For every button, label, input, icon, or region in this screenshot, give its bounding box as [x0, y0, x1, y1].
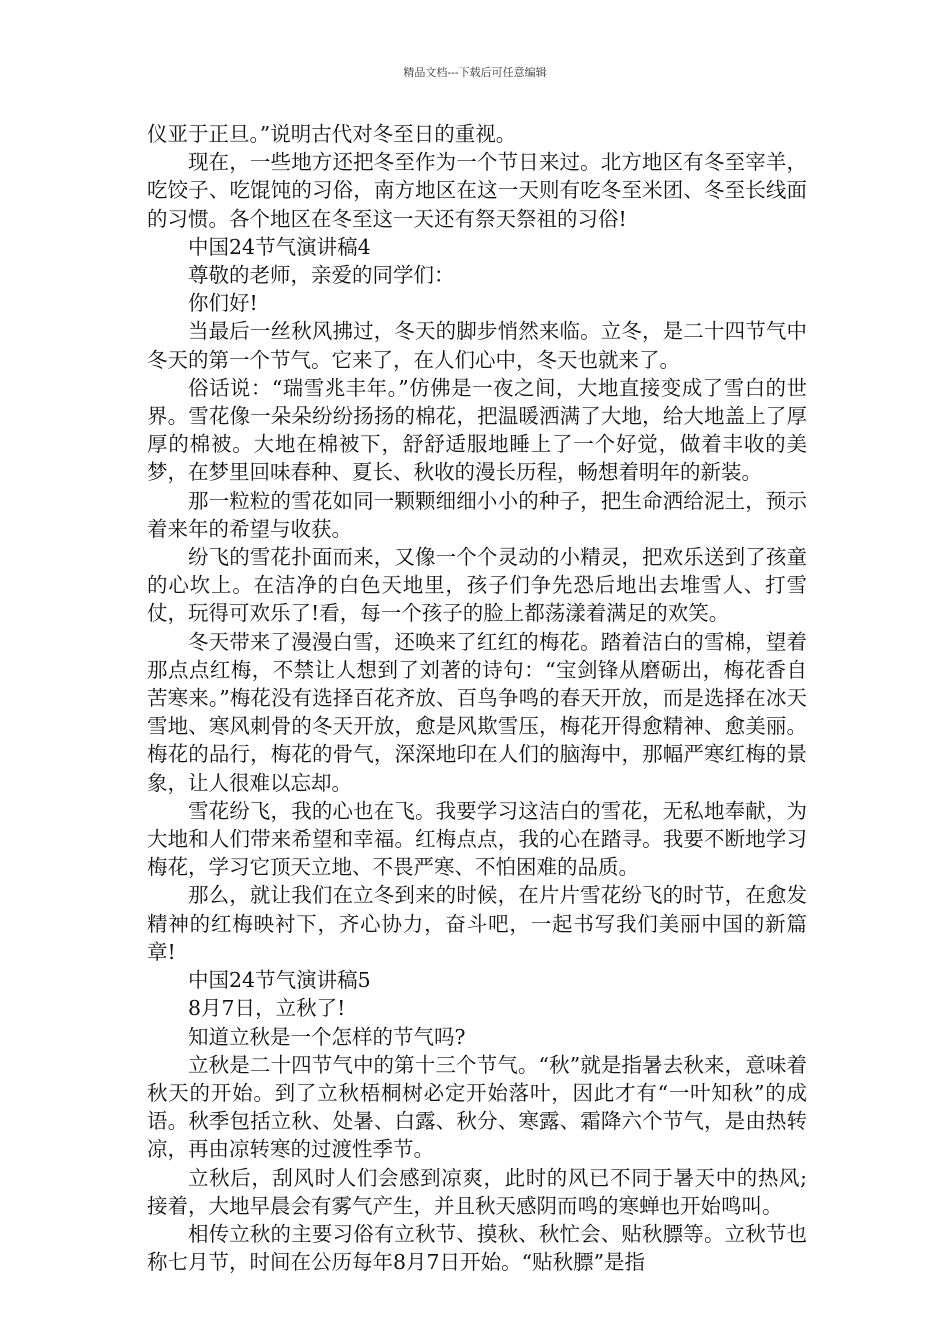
paragraph: 相传立秋的主要习俗有立秋节、摸秋、秋忙会、贴秋膘等。立秋节也称七月节，时间在公历每年8月7日开始。“贴秋膘”是指 — [147, 1221, 807, 1275]
paragraph: 冬天带来了漫漫白雪，还唤来了红红的梅花。踏着洁白的雪棉，望着那点点红梅，不禁让人想到了刘著的诗句：“宝剑锋从磨砺出，梅花香自苦寒来。”梅花没有选择百花齐放、百鸟争鸣的春天开放，而是选择在冰天雪地、寒风刺骨的冬天开放，愈是风欺雪压，梅花开得愈精神、愈美丽。梅花的品行，梅花的骨气，深深地印在人们的脑海中，那幅严寒红梅的景象，让人很难以忘却。 — [147, 629, 807, 795]
page-header: 精品文档---下载后可任意编辑 — [403, 66, 547, 79]
paragraph: 雪花纷飞，我的心也在飞。我要学习这洁白的雪花，无私地奉献，为大地和人们带来希望和幸福。红梅点点，我的心在踏寻。我要不断地学习梅花，学习它顶天立地、不畏严寒、不怕困难的品质。 — [147, 798, 807, 880]
paragraph: 那么，就让我们在立冬到来的时候，在片片雪花纷飞的时节，在愈发精神的红梅映衬下，齐心协力，奋斗吧，一起书写我们美丽中国的新篇章! — [147, 883, 807, 964]
paragraph: 立秋是二十四节气中的第十三个节气。“秋”就是指暑去秋来，意味着秋天的开始。到了立秋梧桐树必定开始落叶，因此才有“一叶知秋”的成语。秋季包括立秋、处暑、白露、秋分、寒露、霜降六个节气，是由热转凉，再由凉转寒的过渡性季节。 — [147, 1052, 807, 1162]
paragraph: 现在，一些地方还把冬至作为一个节日来过。北方地区有冬至宰羊，吃饺子、吃馄饨的习俗，南方地区在这一天则有吃冬至米团、冬至长线面的习惯。各个地区在冬至这一天还有祭天祭祖的习俗! — [147, 150, 807, 231]
paragraph: 俗话说：“瑞雪兆丰年。”仿佛是一夜之间，大地直接变成了雪白的世界。雪花像一朵朵纷纷扬扬的棉花，把温暖洒满了大地，给大地盖上了厚厚的棉被。大地在棉被下，舒舒适服地睡上了一个好觉，做着丰收的美梦，在梦里回味春种、夏长、秋收的漫长历程，畅想着明年的新装。 — [147, 375, 807, 485]
paragraph: 立秋后，刮风时人们会感到凉爽，此时的风已不同于暑天中的热风;接着，大地早晨会有雾气产生，并且秋天感阴而鸣的寒蝉也开始鸣叫。 — [147, 1165, 807, 1218]
paragraph: 当最后一丝秋风拂过，冬天的脚步悄然来临。立冬，是二十四节气中冬天的第一个节气。它来了，在人们心中，冬天也就来了。 — [147, 319, 807, 372]
paragraph: 那一粒粒的雪花如同一颗颗细细小小的种子，把生命洒给泥土，预示着来年的希望与收获。 — [147, 488, 807, 541]
paragraph: 尊敬的老师，亲爱的同学们： — [188, 263, 455, 288]
paragraph: 8月7日，立秋了! — [188, 996, 346, 1021]
paragraph: 仪亚于正旦。”说明古代对冬至日的重视。 — [147, 122, 517, 146]
paragraph: 纷飞的雪花扑面而来，又像一个个灵动的小精灵，把欢乐送到了孩童的心坎上。在洁净的白色天地里，孩子们争先恐后地出去堆雪人、打雪仗，玩得可欢乐了!看，每一个孩子的脸上都荡漾着满足的欢笑。 — [147, 545, 807, 626]
paragraph: 中国24节气演讲稿4 — [188, 234, 371, 259]
document-body — [147, 120, 807, 1276]
paragraph: 中国24节气演讲稿5 — [188, 968, 371, 993]
paragraph: 你们好! — [188, 291, 258, 316]
paragraph: 知道立秋是一个怎样的节气吗? — [188, 1024, 466, 1049]
